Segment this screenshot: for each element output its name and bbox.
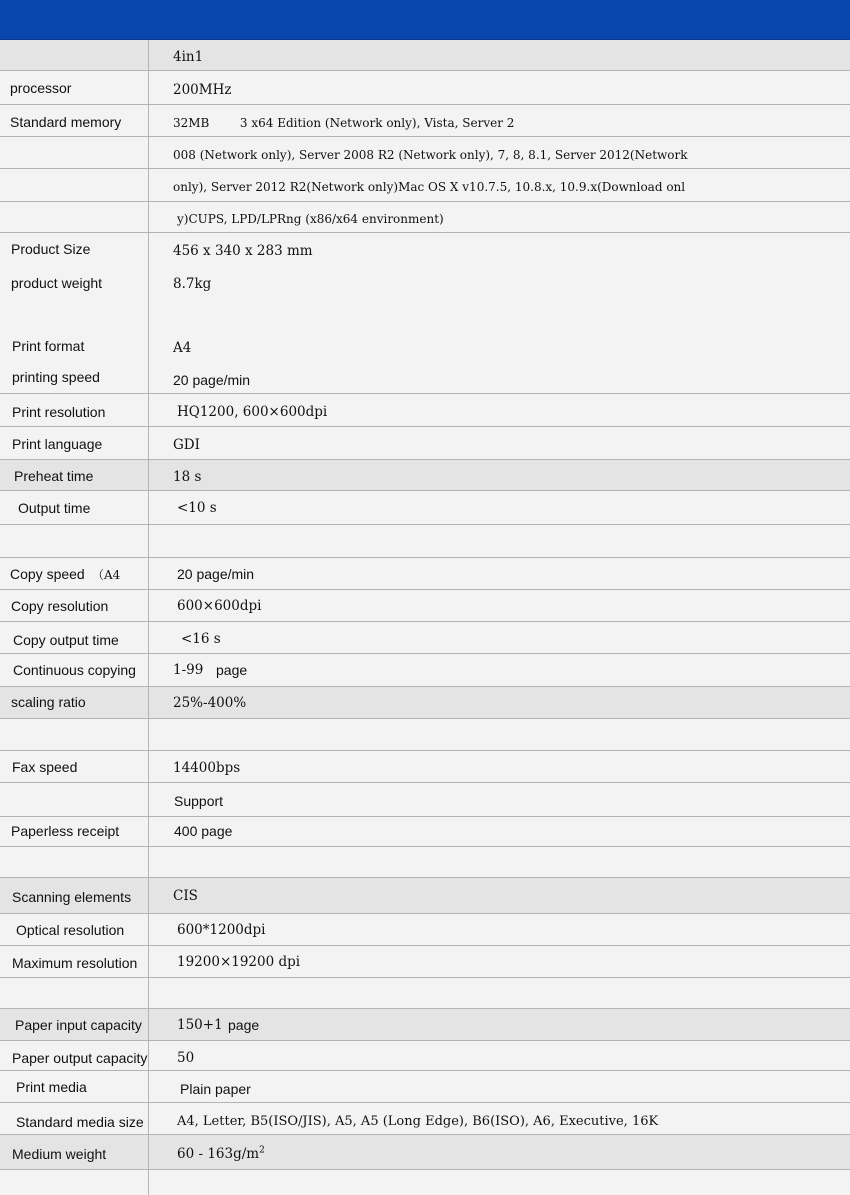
value-cell xyxy=(149,105,850,136)
table-row xyxy=(0,394,850,427)
table-row xyxy=(0,946,850,978)
value-cell xyxy=(149,1170,850,1195)
value-cell xyxy=(149,719,850,750)
value-cell xyxy=(149,847,850,877)
value-cell xyxy=(149,783,850,816)
table-row xyxy=(0,1135,850,1170)
spec-value: 32MB 3 x64 Edition (Network only), Vista, Server 2 xyxy=(173,116,515,130)
value-cell xyxy=(149,878,850,913)
value-cell xyxy=(149,1041,850,1070)
table-row xyxy=(0,71,850,105)
label-cell xyxy=(0,71,149,104)
table-row xyxy=(0,1009,850,1041)
value-cell xyxy=(149,817,850,846)
spec-value-unit: page xyxy=(228,1017,260,1033)
label-cell xyxy=(0,817,149,846)
table-row xyxy=(0,654,850,687)
value-cell xyxy=(149,687,850,718)
table-row xyxy=(0,847,850,878)
spec-label: Print language xyxy=(12,436,103,452)
label-cell xyxy=(0,460,149,490)
label-cell xyxy=(0,40,149,70)
table-row xyxy=(0,687,850,719)
spec-label: Print resolution xyxy=(12,404,106,420)
spec-label: product weight xyxy=(11,275,103,291)
spec-value: 8.7kg xyxy=(173,276,212,292)
label-cell xyxy=(0,590,149,621)
spec-label: Fax speed xyxy=(12,759,78,775)
label-cell xyxy=(0,491,149,524)
label-cell xyxy=(0,1071,149,1102)
value-cell xyxy=(149,654,850,686)
spec-value-unit: page xyxy=(216,662,248,678)
label-cell xyxy=(0,202,149,232)
spec-value: 50 xyxy=(177,1050,195,1066)
spec-value: 60 - 163g/m xyxy=(177,1146,260,1162)
spec-value: 150+1 xyxy=(177,1017,223,1033)
table-row xyxy=(0,783,850,817)
label-cell xyxy=(0,558,149,589)
spec-value: 600*1200dpi xyxy=(177,922,266,938)
spec-value: HQ1200, 600×600dpi xyxy=(177,404,328,420)
spec-value: GDI xyxy=(173,437,200,453)
value-cell xyxy=(149,71,850,104)
spec-table xyxy=(0,40,850,1195)
spec-value: 1-99 xyxy=(173,662,204,678)
spec-value: <10 s xyxy=(177,500,217,516)
spec-label: Print media xyxy=(16,1079,87,1095)
table-row xyxy=(0,491,850,525)
spec-value: 008 (Network only), Server 2008 R2 (Network only), 7, 8, 8.1, Server 2012(Network xyxy=(173,148,688,162)
spec-label: Print format xyxy=(12,338,85,354)
spec-value: Plain paper xyxy=(180,1081,251,1097)
spec-label: Maximum resolution xyxy=(12,955,138,971)
value-cell xyxy=(149,751,850,782)
label-cell xyxy=(0,525,149,557)
label-cell xyxy=(0,105,149,136)
value-cell xyxy=(149,914,850,945)
spec-value: 600×600dpi xyxy=(177,598,262,614)
spec-label: Copy speed xyxy=(10,566,85,582)
spec-value: 456 x 340 x 283 mm xyxy=(173,243,313,259)
table-row xyxy=(0,878,850,914)
value-cell xyxy=(149,1135,850,1169)
spec-value: 400 page xyxy=(174,823,233,839)
label-cell xyxy=(0,427,149,459)
label-cell xyxy=(0,233,149,393)
spec-value: <16 s xyxy=(181,631,221,647)
spec-value: 14400bps xyxy=(173,760,241,776)
spec-value: 200MHz xyxy=(173,82,232,98)
table-row xyxy=(0,978,850,1009)
value-cell xyxy=(149,1071,850,1102)
label-cell xyxy=(0,1170,149,1195)
table-row xyxy=(0,590,850,622)
spec-label: Optical resolution xyxy=(16,922,125,938)
spec-label: Standard memory xyxy=(10,114,122,130)
table-row xyxy=(0,202,850,233)
spec-label: Medium weight xyxy=(12,1146,107,1162)
value-cell xyxy=(149,946,850,977)
value-cell xyxy=(149,169,850,201)
spec-label: Continuous copying xyxy=(13,662,136,678)
spec-value: A4 xyxy=(173,340,192,356)
table-row xyxy=(0,40,850,71)
value-cell xyxy=(149,394,850,426)
superscript: 2 xyxy=(259,1145,265,1156)
spec-label: Output time xyxy=(18,500,91,516)
spec-label: Scanning elements xyxy=(12,889,132,905)
table-row xyxy=(0,460,850,491)
header-bar xyxy=(0,0,850,40)
table-row xyxy=(0,1170,850,1195)
value-cell xyxy=(149,202,850,232)
table-row xyxy=(0,1041,850,1071)
label-cell xyxy=(0,1009,149,1040)
table-row-group xyxy=(0,233,850,394)
value-cell xyxy=(149,590,850,621)
value-cell xyxy=(149,558,850,589)
label-cell xyxy=(0,946,149,977)
value-cell xyxy=(149,1103,850,1134)
table-row xyxy=(0,525,850,558)
value-cell xyxy=(149,978,850,1008)
value-cell xyxy=(149,137,850,168)
label-cell xyxy=(0,622,149,653)
label-cell xyxy=(0,847,149,877)
spec-value: 20 page/min xyxy=(177,566,255,582)
table-row xyxy=(0,751,850,783)
spec-label: processor xyxy=(10,80,72,96)
label-cell xyxy=(0,1041,149,1070)
spec-label: Paper output capacity xyxy=(12,1050,148,1066)
table-row xyxy=(0,1103,850,1135)
spec-value: 19200×19200 dpi xyxy=(177,954,301,970)
label-cell xyxy=(0,169,149,201)
spec-value: y)CUPS, LPD/LPRng (x86/x64 environment) xyxy=(177,212,444,226)
spec-label: Product Size xyxy=(11,241,91,257)
spec-value: CIS xyxy=(173,888,198,904)
spec-value-group xyxy=(177,1146,265,1162)
label-cell xyxy=(0,137,149,168)
table-row xyxy=(0,105,850,137)
spec-label: Paper input capacity xyxy=(15,1017,142,1033)
value-cell xyxy=(149,491,850,524)
spec-value: A4, Letter, B5(ISO/JIS), A5, A5 (Long Edge), B6(ISO), A6, Executive, 16K xyxy=(177,1114,659,1129)
value-cell xyxy=(149,622,850,653)
table-row xyxy=(0,817,850,847)
spec-value: 25%-400% xyxy=(173,695,247,711)
spec-value: 4in1 xyxy=(173,49,204,65)
spec-label: Copy output time xyxy=(13,632,119,648)
spec-label: printing speed xyxy=(12,369,100,385)
table-row xyxy=(0,137,850,169)
value-cell xyxy=(149,1009,850,1040)
spec-value: 18 s xyxy=(173,469,202,485)
table-row xyxy=(0,719,850,751)
table-row xyxy=(0,558,850,590)
table-row xyxy=(0,1071,850,1103)
value-cell xyxy=(149,427,850,459)
label-cell xyxy=(0,1135,149,1169)
label-cell xyxy=(0,687,149,718)
value-cell xyxy=(149,525,850,557)
table-row xyxy=(0,169,850,202)
label-cell xyxy=(0,783,149,816)
value-cell xyxy=(149,233,850,393)
spec-value: only), Server 2012 R2(Network only)Mac OS X v10.7.5, 10.8.x, 10.9.x(Download onl xyxy=(173,180,686,194)
spec-label: Paperless receipt xyxy=(11,823,120,839)
spec-label: Copy resolution xyxy=(11,598,109,614)
spec-label: Standard media size xyxy=(16,1114,144,1130)
table-row xyxy=(0,622,850,654)
label-cell xyxy=(0,719,149,750)
spec-value: Support xyxy=(174,793,224,809)
spec-label: Preheat time xyxy=(14,468,94,484)
label-cell xyxy=(0,914,149,945)
value-cell xyxy=(149,40,850,70)
table-row xyxy=(0,427,850,460)
label-cell xyxy=(0,878,149,913)
spec-value: 20 page/min xyxy=(173,372,251,388)
label-cell xyxy=(0,978,149,1008)
value-cell xyxy=(149,460,850,490)
label-cell xyxy=(0,751,149,782)
table-row xyxy=(0,914,850,946)
label-cell xyxy=(0,394,149,426)
label-cell xyxy=(0,1103,149,1134)
spec-label: scaling ratio xyxy=(11,694,86,710)
spec-label-suffix: （A4 xyxy=(92,568,121,582)
label-cell xyxy=(0,654,149,686)
